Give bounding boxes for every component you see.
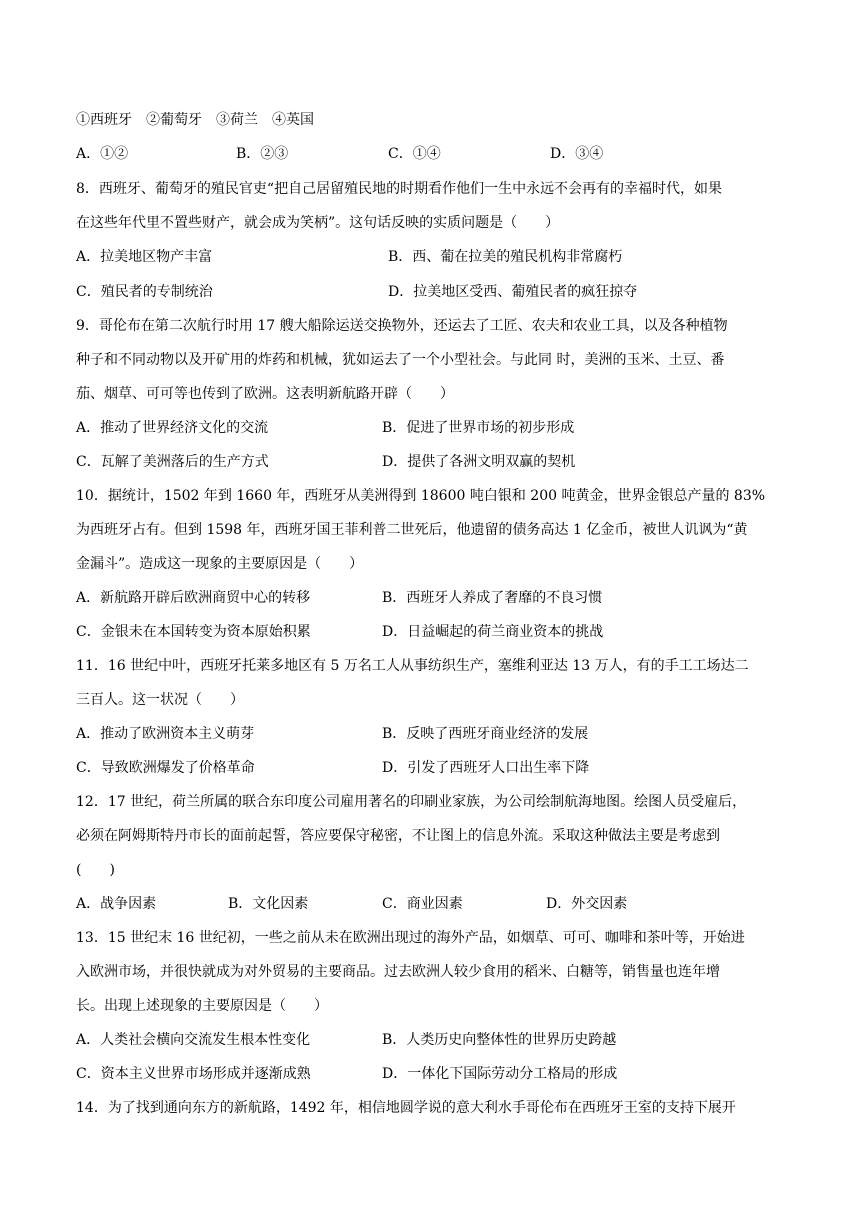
question-11-text-line-2: 三百人。这一状况（ ） bbox=[76, 692, 244, 708]
question-8-text-line-2: 在这些年代里不置些财产，就会成为笑柄”。这句话反映的实质问题是（ ） bbox=[76, 215, 560, 231]
question-9-option-b[interactable]: B．促进了世界市场的初步形成 bbox=[382, 420, 575, 436]
option-c[interactable]: C．①④ bbox=[388, 146, 441, 162]
question-10-text-line-3: 金漏斗”。造成这一现象的主要原因是（ ） bbox=[76, 556, 364, 572]
question-11-option-d[interactable]: D．引发了西班牙人口出生率下降 bbox=[382, 760, 590, 776]
choice-list-line: ①西班牙 ②葡萄牙 ③荷兰 ④英国 bbox=[76, 112, 314, 128]
question-8-option-c[interactable]: C．殖民者的专制统治 bbox=[76, 284, 213, 300]
question-8-option-a[interactable]: A．拉美地区物产丰富 bbox=[76, 249, 213, 265]
question-9-text-line-1: 9．哥伦布在第二次航行时用 17 艘大船除运送交换物外，还运去了工匠、农夫和农业工具，以及各种植物 bbox=[76, 318, 728, 334]
question-10-option-b[interactable]: B．西班牙人养成了奢靡的不良习惯 bbox=[382, 590, 603, 606]
question-8-text-line-1: 8．西班牙、葡萄牙的殖民官吏“把自己居留殖民地的时期看作他们一生中永远不会再有的幸福时代，如果 bbox=[76, 181, 723, 197]
question-13-option-c[interactable]: C．资本主义世界市场形成并逐渐成熟 bbox=[76, 1066, 311, 1082]
question-11-option-a[interactable]: A．推动了欧洲资本主义萌芽 bbox=[76, 726, 255, 742]
question-12-option-d[interactable]: D．外交因素 bbox=[546, 896, 628, 912]
question-11-option-b[interactable]: B．反映了西班牙商业经济的发展 bbox=[382, 726, 589, 742]
question-13-option-b[interactable]: B．人类历史向整体性的世界历史跨越 bbox=[382, 1032, 617, 1048]
question-10-text-line-2: 为西班牙占有。但到 1598 年，西班牙国王菲利普二世死后，他遗留的债务高达 1 亿金币，被世人讥讽为“黄 bbox=[76, 522, 748, 538]
question-12-text-line-2: 必须在阿姆斯特丹市长的面前起誓，答应要保守秘密，不让图上的信息外流。采取这种做法主要是考虑到 bbox=[76, 828, 720, 844]
question-11-option-c[interactable]: C．导致欧洲爆发了价格革命 bbox=[76, 760, 255, 776]
question-8-option-d[interactable]: D．拉美地区受西、葡殖民者的疯狂掠夺 bbox=[388, 284, 638, 300]
question-13-option-d[interactable]: D．一体化下国际劳动分工格局的形成 bbox=[382, 1066, 618, 1082]
question-13-text-line-1: 13．15 世纪末 16 世纪初，一些之前从未在欧洲出现过的海外产品，如烟草、可可、咖啡和茶叶等，开始进 bbox=[76, 930, 745, 946]
option-b[interactable]: B．②③ bbox=[236, 146, 289, 162]
option-a[interactable]: A．①② bbox=[76, 146, 129, 162]
question-13-text-line-2: 入欧洲市场，并很快就成为对外贸易的主要商品。过去欧洲人较少食用的稻米、白糖等，销售量也连年增 bbox=[76, 964, 720, 980]
question-10-option-c[interactable]: C．金银未在本国转变为资本原始积累 bbox=[76, 624, 311, 640]
question-9-option-d[interactable]: D．提供了各洲文明双赢的契机 bbox=[382, 454, 576, 470]
option-d[interactable]: D．③④ bbox=[550, 146, 604, 162]
question-12-text-line-1: 12．17 世纪，荷兰所属的联合东印度公司雇用著名的印刷业家族，为公司绘制航海地图。绘图人员受雇后， bbox=[76, 794, 747, 810]
question-12-option-c[interactable]: C．商业因素 bbox=[382, 896, 463, 912]
question-13-text-line-3: 长。出现上述现象的主要原因是（ ） bbox=[76, 998, 328, 1014]
question-10-option-d[interactable]: D．日益崛起的荷兰商业资本的挑战 bbox=[382, 624, 604, 640]
question-14-text-line-1: 14．为了找到通向东方的新航路，1492 年，相信地圆学说的意大利水手哥伦布在西班牙王室的支持下展开 bbox=[76, 1100, 736, 1116]
question-9-text-line-3: 茄、烟草、可可等也传到了欧洲。这表明新航路开辟（ ） bbox=[76, 386, 454, 402]
question-9-option-c[interactable]: C．瓦解了美洲落后的生产方式 bbox=[76, 454, 269, 470]
question-10-option-a[interactable]: A．新航路开辟后欧洲商贸中心的转移 bbox=[76, 590, 311, 606]
question-13-option-a[interactable]: A．人类社会横向交流发生根本性变化 bbox=[76, 1032, 311, 1048]
question-8-option-b[interactable]: B．西、葡在拉美的殖民机构非常腐朽 bbox=[388, 249, 623, 265]
question-10-text-line-1: 10．据统计，1502 年到 1660 年，西班牙从美洲得到 18600 吨白银和 200 吨黄金，世界金银总产量的 83% bbox=[76, 488, 766, 504]
question-11-text-line-1: 11．16 世纪中叶，西班牙托莱多地区有 5 万名工人从事纺织生产，塞维利亚达 13 万人，有的手工工场达二 bbox=[76, 658, 749, 674]
question-9-text-line-2: 种子和不同动物以及开矿用的炸药和机械，犹如运去了一个小型社会。与此同 时，美洲的玉米、土豆、番 bbox=[76, 352, 725, 368]
question-12-text-line-3: ( ) bbox=[76, 862, 115, 878]
question-12-option-b[interactable]: B．文化因素 bbox=[228, 896, 309, 912]
question-9-option-a[interactable]: A．推动了世界经济文化的交流 bbox=[76, 420, 269, 436]
question-12-option-a[interactable]: A．战争因素 bbox=[76, 896, 157, 912]
